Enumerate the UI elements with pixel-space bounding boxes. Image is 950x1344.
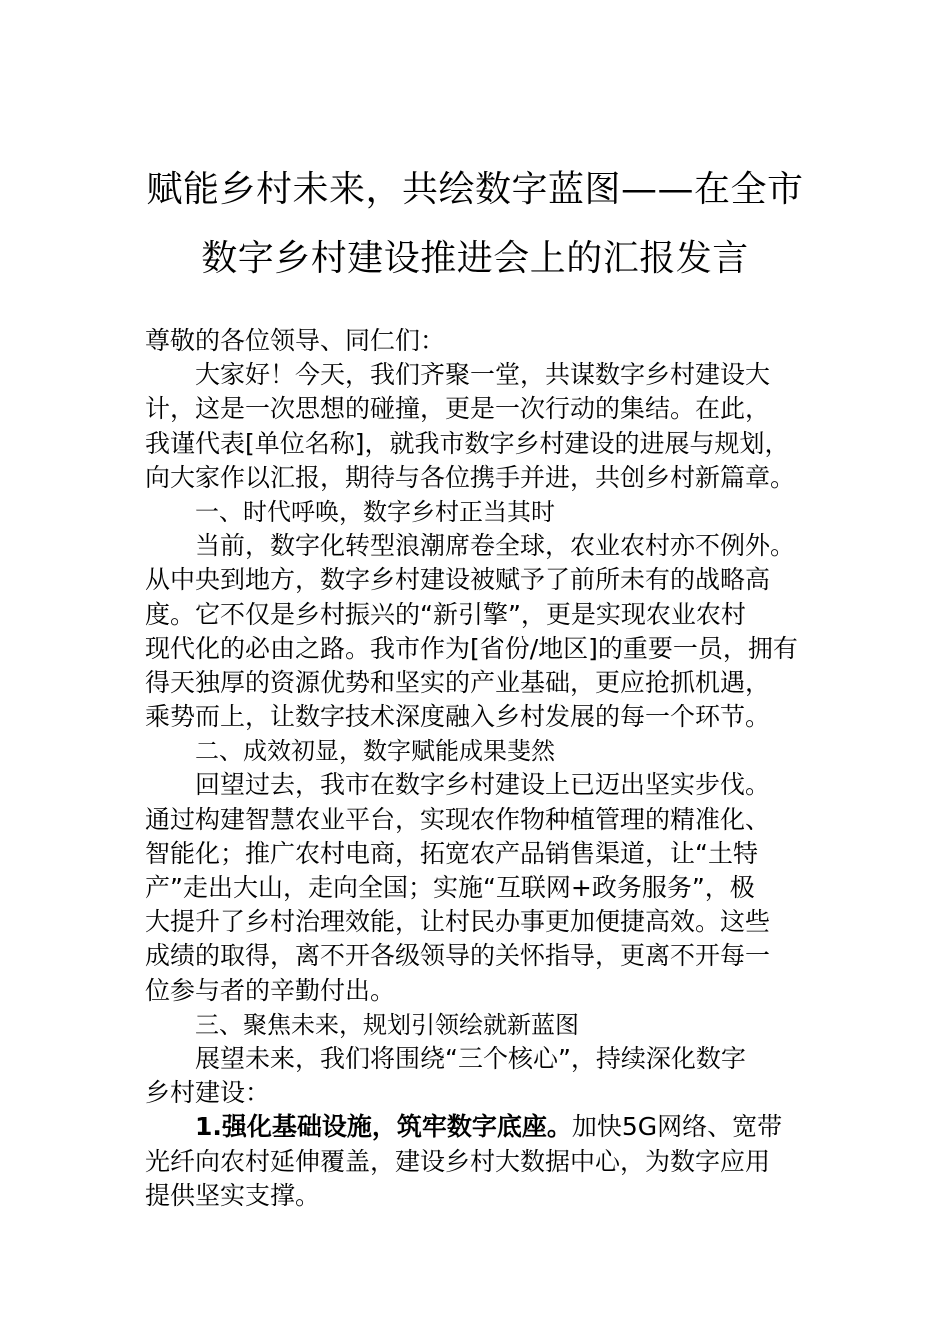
section-1-heading: 一、时代呼唤，数字乡村正当其时 — [195, 497, 555, 526]
section-1-line: 现代化的必由之路。我市作为[省份/地区]的重要一员，拥有 — [145, 633, 798, 663]
section-1-line: 度。它不仅是乡村振兴的“新引擎”，更是实现农业农村 — [145, 599, 746, 629]
section-2-line: 通过构建智慧农业平台，实现农作物种植管理的精准化、 — [145, 804, 771, 834]
section-2-heading: 二、成效初显，数字赋能成果斐然 — [195, 737, 555, 766]
section-3-item-1-line: 提供坚实支撑。 — [145, 1180, 321, 1210]
intro-line: 我谨代表[单位名称]，就我市数字乡村建设的进展与规划， — [145, 428, 790, 458]
intro-line: 计，这是一次思想的碰撞，更是一次行动的集结。在此， — [145, 394, 771, 424]
section-2-line: 智能化；推广农村电商，拓宽农产品销售渠道，让“土特 — [145, 838, 758, 868]
document-title-line-2: 数字乡村建设推进会上的汇报发言 — [201, 238, 749, 279]
intro-line: 向大家作以汇报，期待与各位携手并进，共创乡村新篇章。 — [145, 462, 796, 492]
section-2-line: 成绩的取得，离不开各级领导的关怀指导，更离不开每一 — [145, 941, 771, 971]
section-1-line: 当前，数字化转型浪潮席卷全球，农业农村亦不例外。 — [195, 531, 796, 561]
section-1-line: 乘势而上，让数字技术深度融入乡村发展的每一个环节。 — [145, 702, 771, 732]
item-1-text: 加快5G网络、宽带 — [571, 1112, 783, 1142]
section-1-line: 得天独厚的资源优势和坚实的产业基础，更应抢抓机遇， — [145, 667, 771, 697]
section-2-line: 位参与者的辛勤付出。 — [145, 975, 396, 1005]
document-title-line-1: 赋能乡村未来，共绘数字蓝图——在全市 — [146, 169, 804, 210]
section-2-line: 产”走出大山，走向全国；实施“互联网+政务服务”，极 — [145, 873, 755, 902]
section-2-line: 大提升了乡村治理效能，让村民办事更加便捷高效。这些 — [145, 907, 771, 937]
section-3-item-1-line: 光纤向农村延伸覆盖，建设乡村大数据中心，为数字应用 — [145, 1146, 771, 1176]
section-2-line: 回望过去，我市在数字乡村建设上已迈出坚实步伐。 — [195, 770, 771, 800]
section-3-line: 乡村建设： — [145, 1078, 271, 1108]
section-3-line: 展望未来，我们将围绕“三个核心”，持续深化数字 — [195, 1043, 746, 1073]
section-3-item-1 — [145, 1110, 809, 1144]
section-3-heading: 三、聚焦未来，规划引领绘就新蓝图 — [195, 1010, 579, 1039]
intro-line: 大家好！今天，我们齐聚一堂，共谋数字乡村建设大 — [195, 360, 771, 390]
section-1-line: 从中央到地方，数字乡村建设被赋予了前所未有的战略高 — [145, 565, 771, 595]
document-body — [145, 324, 809, 1213]
item-1-bold-lead: 1.强化基础设施，筑牢数字底座。 — [195, 1112, 572, 1142]
salutation: 尊敬的各位领导、同仁们： — [145, 326, 446, 355]
